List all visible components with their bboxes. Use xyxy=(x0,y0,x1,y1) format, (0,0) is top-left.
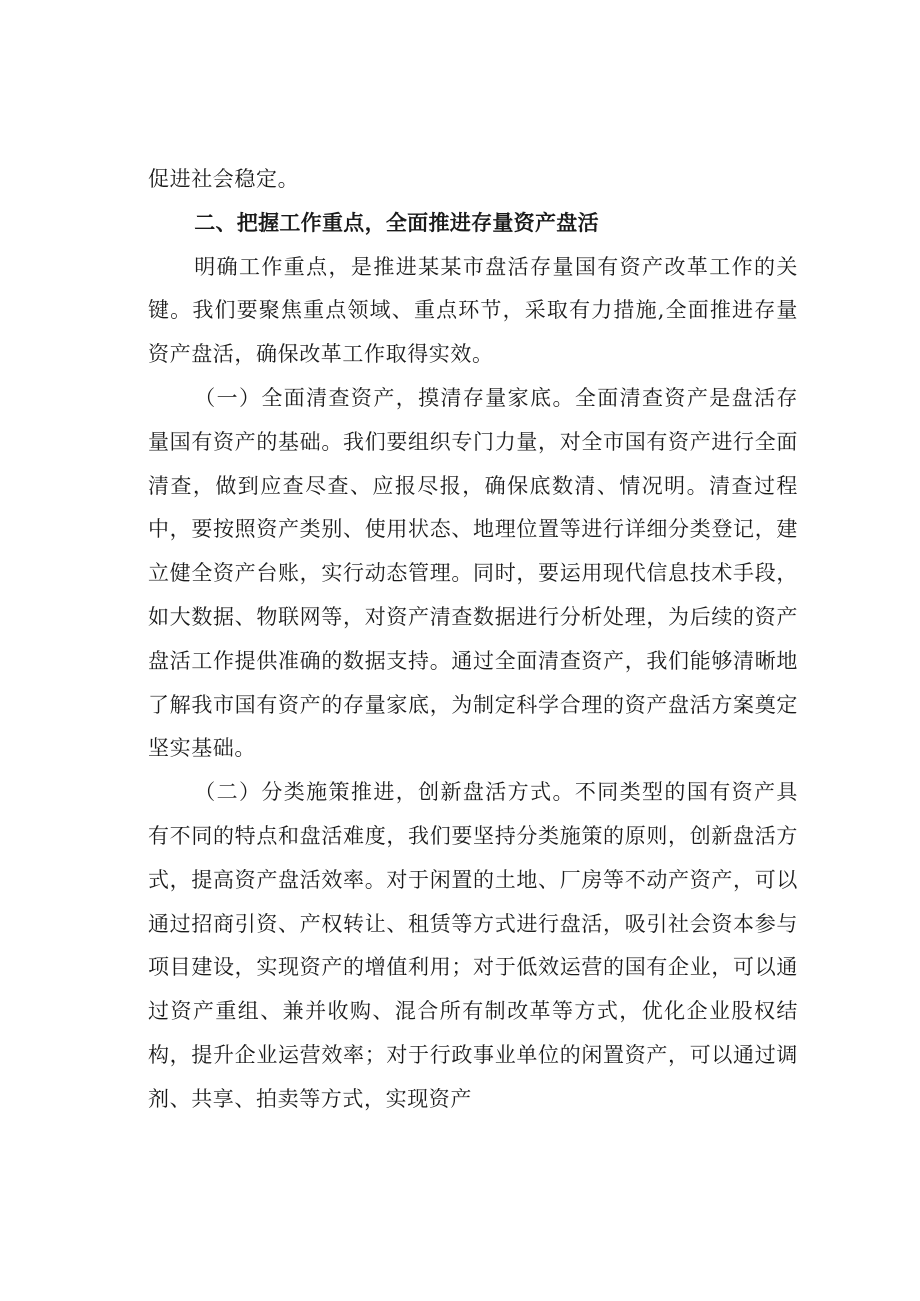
section-heading: 二、把握工作重点，全面推进存量资产盘活 xyxy=(194,210,599,235)
document-body xyxy=(148,158,798,1122)
paragraph-intro: 明确工作重点，是推进某某市盘活存量国有资产改革工作的关键。我们要聚焦重点领域、重点环节，采取有力措施,全面推进存量资产盘活，确保改革工作取得实效。 xyxy=(148,254,798,367)
paragraph-asset-inventory: （一）全面清查资产，摸清存量家底。全面清查资产是盘活存量国有资产的基础。我们要组织专门力量，对全市国有资产进行全面清查，做到应查尽查、应报尽报，确保底数清、情况明。清查过程中，要按照资产类别、使用状态、地理位置等进行详细分类登记，建立健全资产台账，实行动态管理。同时，要运用现代信息技术手段，如大数据、物联网等，对资产清查数据进行分析处理，为后续的资产盘活工作提供准确的数据支持。通过全面清查资产，我们能够清晰地了解我市国有资产的存量家底，为制定科学合理的资产盘活方案奠定坚实基础。 xyxy=(148,385,798,761)
continuation-text: 促进社会稳定。 xyxy=(148,167,300,191)
paragraph-classified-measures: （二）分类施策推进，创新盘活方式。不同类型的国有资产具有不同的特点和盘活难度，我们要坚持分类施策的原则，创新盘活方式，提高资产盘活效率。对于闲置的土地、厂房等不动产资产，可以通过招商引资、产权转让、租赁等方式进行盘活，吸引社会资本参与项目建设，实现资产的增值利用；对于低效运营的国有企业，可以通过资产重组、兼并收购、混合所有制改革等方式，优化企业股权结构，提升企业运营效率；对于行政事业单位的闲置资产，可以通过调剂、共享、拍卖等方式，实现资产 xyxy=(148,780,798,1111)
